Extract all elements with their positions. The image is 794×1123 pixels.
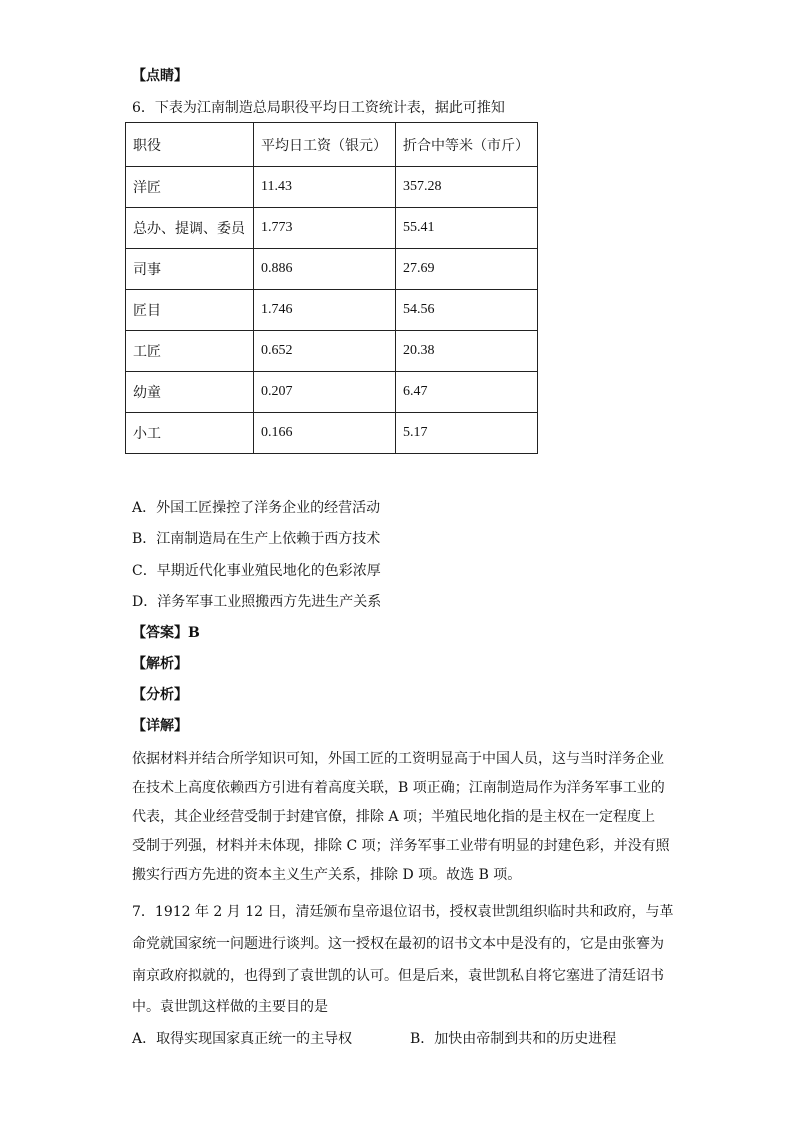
- cell-job: 小工: [126, 413, 254, 454]
- cell-rice: 5.17: [396, 413, 538, 454]
- cell-rice: 6.47: [396, 372, 538, 413]
- explanation-line: 受制于列强，材料并未体现，排除 C 项；洋务军事工业带有明显的封建色彩，并没有照: [132, 838, 670, 854]
- header-job: 职役: [126, 123, 254, 167]
- dianjing-heading: 【点睛】: [132, 68, 188, 84]
- table-row: [126, 372, 538, 413]
- table-row: [126, 331, 538, 372]
- table-header-row: [126, 123, 538, 167]
- question-7-stem-line: 7．1912 年 2 月 12 日，清廷颁布皇帝退位诏书，授权袁世凯组织临时共和政府，与革: [132, 904, 674, 920]
- question-7-stem-line: 南京政府拟就的，也得到了袁世凯的认可。但是后来，袁世凯私自将它塞进了清廷诏书: [132, 968, 664, 984]
- explanation-line: 在技术上高度依赖西方引进有着高度关联，B 项正确；江南制造局作为洋务军事工业的: [132, 780, 665, 796]
- cell-wage: 0.166: [254, 413, 396, 454]
- cell-rice: 27.69: [396, 249, 538, 290]
- question-6-stem: 6．下表为江南制造总局职役平均日工资统计表，据此可推知: [132, 100, 505, 116]
- cell-job: 总办、提调、委员: [126, 208, 254, 249]
- cell-rice: 20.38: [396, 331, 538, 372]
- cell-wage: 0.207: [254, 372, 396, 413]
- cell-job: 工匠: [126, 331, 254, 372]
- cell-wage: 11.43: [254, 167, 396, 208]
- explanation-line: 搬实行西方先进的资本主义生产关系，排除 D 项。故选 B 项。: [132, 867, 522, 883]
- cell-job: 匠目: [126, 290, 254, 331]
- cell-wage: 0.652: [254, 331, 396, 372]
- table-row: [126, 167, 538, 208]
- q7-option-b: B．加快由帝制到共和的历史进程: [410, 1031, 617, 1047]
- cell-wage: 1.773: [254, 208, 396, 249]
- cell-wage: 0.886: [254, 249, 396, 290]
- salary-table: [125, 122, 538, 454]
- table-row: [126, 208, 538, 249]
- answer-label: 【答案】B: [132, 625, 200, 641]
- question-7-stem-line: 命党就国家统一问题进行谈判。这一授权在最初的诏书文本中是没有的，它是由张謇为: [132, 936, 664, 952]
- q7-option-a: A．取得实现国家真正统一的主导权: [132, 1031, 353, 1047]
- option-d: D．洋务军事工业照搬西方先进生产关系: [132, 594, 382, 610]
- cell-rice: 357.28: [396, 167, 538, 208]
- table-row: [126, 290, 538, 331]
- option-b: B．江南制造局在生产上依赖于西方技术: [132, 531, 381, 547]
- table-row: [126, 249, 538, 290]
- explanation-line: 依据材料并结合所学知识可知，外国工匠的工资明显高于中国人员，这与当时洋务企业: [132, 751, 664, 767]
- cell-rice: 55.41: [396, 208, 538, 249]
- cell-wage: 1.746: [254, 290, 396, 331]
- table-row: [126, 413, 538, 454]
- option-a: A．外国工匠操控了洋务企业的经营活动: [132, 500, 381, 516]
- question-7-stem-line: 中。袁世凯这样做的主要目的是: [132, 999, 328, 1015]
- cell-job: 洋匠: [126, 167, 254, 208]
- cell-rice: 54.56: [396, 290, 538, 331]
- fenxi-heading: 【分析】: [132, 687, 188, 703]
- header-rice: 折合中等米（市斤）: [396, 123, 538, 167]
- jiexi-heading: 【解析】: [132, 656, 188, 672]
- cell-job: 幼童: [126, 372, 254, 413]
- header-wage: 平均日工资（银元）: [254, 123, 396, 167]
- xiangjie-heading: 【详解】: [132, 718, 188, 734]
- explanation-line: 代表，其企业经营受制于封建官僚，排除 A 项；半殖民地化指的是主权在一定程度上: [132, 809, 656, 825]
- option-c: C．早期近代化事业殖民地化的色彩浓厚: [132, 563, 381, 579]
- cell-job: 司事: [126, 249, 254, 290]
